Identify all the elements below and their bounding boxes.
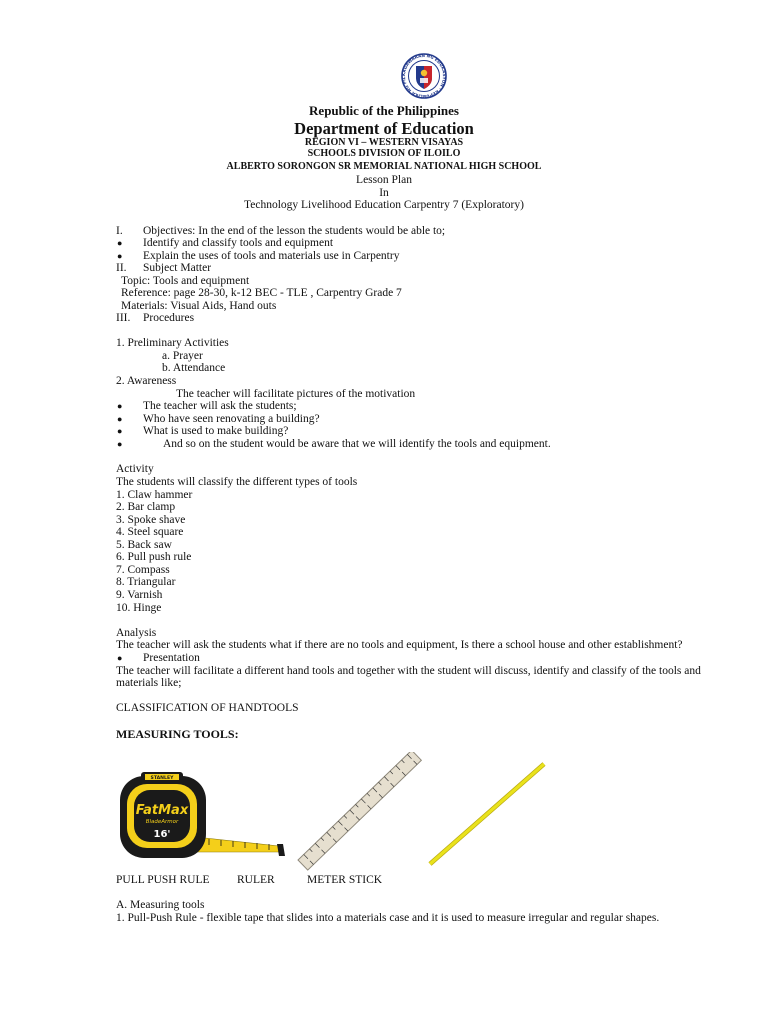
- activity-heading: Activity: [116, 463, 154, 475]
- seal-text: KAGAWARAN NG EDUKASYON · REPUBLIKA NG PIL: [400, 53, 448, 99]
- question-item: What is used to make building?: [143, 425, 289, 437]
- analysis-heading: Analysis: [116, 627, 157, 639]
- caption-meter-stick: METER STICK: [307, 874, 383, 886]
- analysis-text: The teacher will ask the students what if there are no tools and equipment, Is there a school house and other establishment?: [116, 639, 683, 651]
- tool-list-item: 10. Hinge: [116, 602, 162, 614]
- objectives-number: I.: [116, 225, 123, 237]
- measuring-tools-subheading: A. Measuring tools: [116, 899, 205, 911]
- reference-line: Reference: page 28-30, k-12 BEC - TLE , Carpentry Grade 7: [121, 287, 402, 299]
- objectives-text: Objectives: In the end of the lesson the students would be able to;: [143, 225, 446, 237]
- ruler-image: [290, 752, 422, 872]
- procedures-heading: Procedures: [143, 312, 195, 324]
- tape-model: FatMax: [135, 803, 189, 818]
- procedures-number: III.: [116, 312, 131, 324]
- tool-list-item: 7. Compass: [116, 564, 170, 576]
- attendance-item: b. Attendance: [162, 362, 226, 374]
- awareness-heading: 2. Awareness: [116, 375, 177, 387]
- tool-list-item: 8. Triangular: [116, 576, 176, 588]
- tape-sub: BladeArmor: [145, 819, 179, 825]
- topic-line: Topic: Tools and equipment: [121, 275, 250, 287]
- tape-brand: STANLEY: [150, 776, 174, 782]
- bullet-icon: ●: [117, 238, 123, 248]
- tool-list-item: 4. Steel square: [116, 526, 184, 538]
- question-item: The teacher will ask the students;: [143, 400, 297, 412]
- region-heading: REGION VI – WESTERN VISAYAS: [304, 137, 464, 148]
- tool-list-item: 2. Bar clamp: [116, 501, 176, 513]
- republic-heading: Republic of the Philippines: [309, 103, 459, 118]
- tool-list-item: 6. Pull push rule: [116, 551, 192, 563]
- objective-item: Explain the uses of tools and materials use in Carpentry: [143, 250, 400, 262]
- subject-matter-number: II.: [116, 262, 127, 274]
- subject-matter-heading: Subject Matter: [143, 262, 212, 274]
- bullet-icon: ●: [117, 251, 123, 261]
- caption-pull-push-rule: PULL PUSH RULE: [116, 874, 210, 886]
- bullet-icon: ●: [117, 414, 123, 424]
- question-item: Who have seen renovating a building?: [143, 413, 320, 425]
- school-heading: ALBERTO SORONGON SR MEMORIAL NATIONAL HIGH SCHOOL: [226, 161, 542, 172]
- meter-stick-image: [426, 760, 550, 870]
- division-heading: SCHOOLS DIVISION OF ILOILO: [307, 148, 461, 159]
- materials-line: Materials: Visual Aids, Hand outs: [121, 300, 277, 312]
- tool-list-item: 5. Back saw: [116, 539, 172, 551]
- tape-size: 16': [153, 829, 171, 840]
- bullet-icon: ●: [117, 439, 123, 449]
- presentation-line: The teacher will facilitate a different hand tools and together with the student will discuss, identify and classify of the tools and: [116, 665, 701, 677]
- measuring-tools-heading: MEASURING TOOLS:: [116, 727, 239, 741]
- subject-title: Technology Livelihood Education Carpentry 7 (Exploratory): [244, 199, 524, 211]
- tool-list-item: 1. Claw hammer: [116, 489, 193, 501]
- department-heading: Department of Education: [294, 119, 474, 138]
- activity-intro: The students will classify the different types of tools: [116, 476, 358, 488]
- caption-ruler: RULER: [237, 874, 275, 886]
- bullet-icon: ●: [117, 426, 123, 436]
- bullet-icon: ●: [117, 401, 123, 411]
- facilitate-line: The teacher will facilitate pictures of the motivation: [176, 388, 416, 400]
- in-label: In: [379, 187, 389, 199]
- tool-list-item: 9. Varnish: [116, 589, 163, 601]
- presentation-line: materials like;: [116, 677, 182, 689]
- objective-item: Identify and classify tools and equipment: [143, 237, 334, 249]
- lesson-plan-label: Lesson Plan: [356, 174, 412, 186]
- prayer-item: a. Prayer: [162, 350, 203, 362]
- tool-list-item: 3. Spoke shave: [116, 514, 186, 526]
- presentation-heading: Presentation: [143, 652, 200, 664]
- pull-push-rule-definition: 1. Pull-Push Rule - flexible tape that slides into a materials case and it is used to measure irregular and regular shapes.: [116, 912, 660, 924]
- preliminary-activities: 1. Preliminary Activities: [116, 337, 229, 349]
- question-item: And so on the student would be aware that we will identify the tools and equipment.: [163, 438, 551, 450]
- bullet-icon: ●: [117, 653, 123, 663]
- deped-seal-icon: [395, 53, 453, 99]
- classification-heading: CLASSIFICATION OF HANDTOOLS: [116, 702, 299, 714]
- tape-measure-image: [117, 770, 297, 862]
